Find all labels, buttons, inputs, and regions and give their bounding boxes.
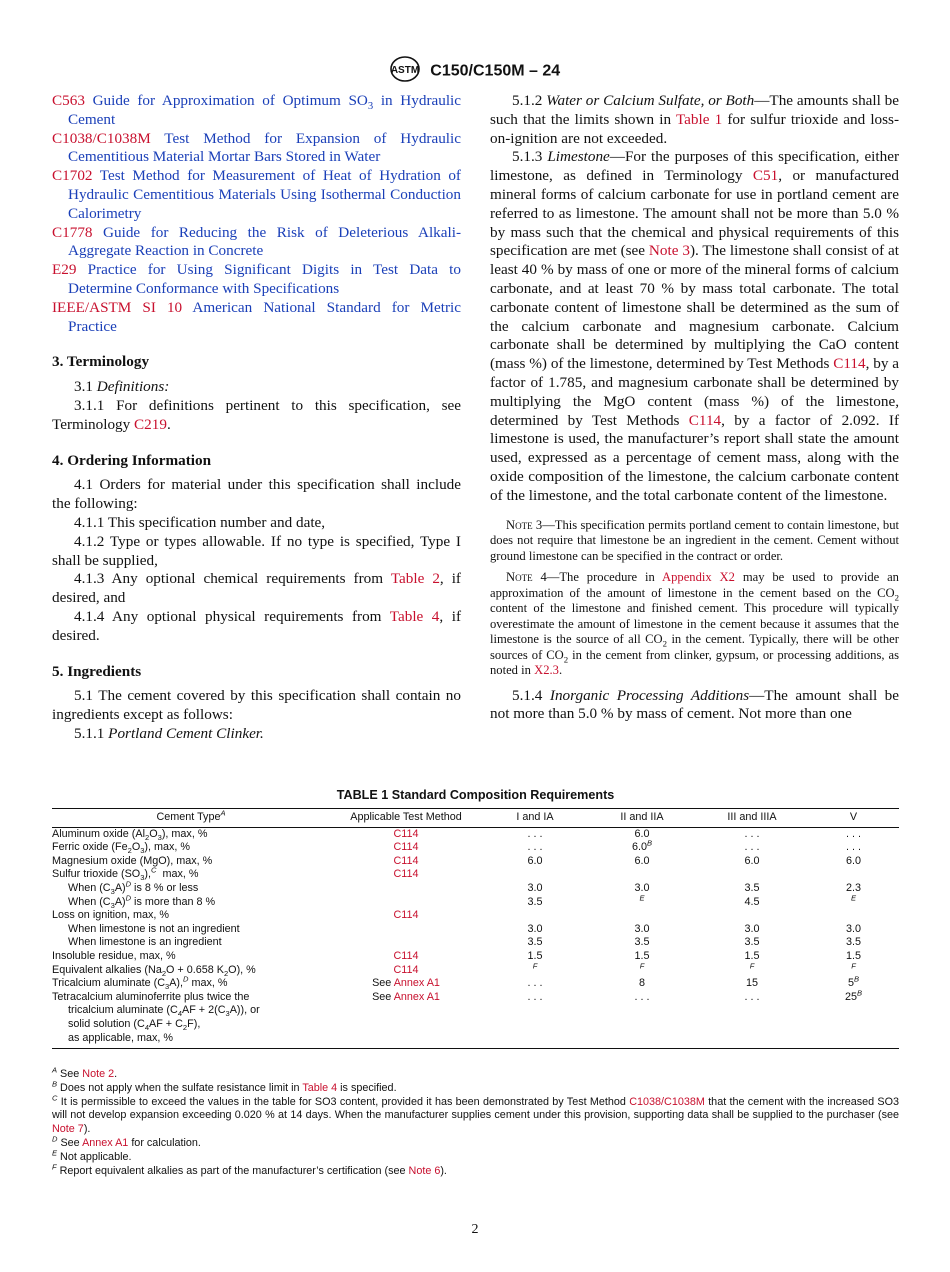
ref-link[interactable]: Note 3 [648, 242, 690, 260]
paragraph: 4.1.1 This specification number and date, [74, 513, 326, 531]
ref-link[interactable]: C114 [393, 854, 419, 867]
astm-logo-icon [390, 56, 420, 87]
column-header: V [808, 809, 899, 828]
section-heading-terminology: 3. Terminology [52, 353, 150, 371]
ref-link[interactable]: E29 [52, 261, 77, 279]
column-header: II and IIA [588, 809, 696, 828]
ref-c563: C563 Guide for Approximation of Optimum $SO_3$ in Hydraulic Cement [52, 92, 462, 128]
table-row: Aluminum oxide $(Al_2O_3)$, max, % C114 . . . 6.0 . . . . . . [52, 827, 861, 842]
column-header: I and IA [482, 809, 588, 828]
paragraph: 5.1 The cement covered by this specification shall contain no ingredients except as follows: [52, 687, 461, 724]
footnote: $^B$ Does not apply when the sulfate resistance limit in Table 4 is specified. [52, 1079, 397, 1094]
table-row: Tetracalcium aluminoferrite plus twice the tricalcium aluminate $(C_4AF + 2(C_3A))$, or solid solution $(C_4AF + C_2F)$, as applicable, max, % See Annex A1 . . . . . . . . . $25^B$ [52, 991, 899, 1049]
section-heading-ordering: 4. Ordering Information [52, 451, 212, 469]
table-footnotes [52, 1065, 900, 1178]
table-row: Magnesium oxide (MgO), max, % C114 6.0 6.0 6.0 6.0 [52, 854, 861, 867]
ref-link[interactable]: C1778 [52, 223, 93, 241]
ref-link[interactable]: C114 [393, 963, 419, 976]
page-number: 2 [471, 1222, 479, 1237]
document-designation: C150/C150M – 24 [430, 62, 561, 80]
footnote: $^F$ Report equivalent alkalies as part of the manufacturer’s certification (see Note 6). [52, 1161, 447, 1177]
table-row: When $(C_3A)^D$ is more than 8 % 3.5 $^E$ 4.5 $^E$ [68, 892, 857, 910]
ref-c1038: C1038/C1038M Test Method for Expansion of Hydraulic Cementitious Material Mortar Bars Stored in Water [52, 129, 461, 166]
footnote: $^A$ See Note 2. [52, 1065, 118, 1080]
table-row: Sulfur trioxide $(SO_3),^C$ max, % C114 [52, 865, 419, 883]
ref-link[interactable]: Annex A1 [393, 990, 440, 1003]
table-row: Ferric oxide $(Fe_2O_3)$, max, % C114 . . . $6.0^B$ . . . . . . [52, 838, 861, 856]
table-title: TABLE 1 Standard Composition Requirements [336, 788, 615, 802]
table-row: Equivalent alkalies ($Na_2O + 0.658$ $K_2O$), % C114 $^F$ $^F$ $^F$ $^F$ [52, 960, 856, 978]
table-row: When $(C_3A)^D$ is 8 % or less 3.0 3.0 3.5 2.3 [68, 879, 861, 897]
note-4: Note 4—The procedure in Appendix X2 may be used to provide an approximation of the amount of limestone in the cement based on the $CO_2$ content of the limestone and finished cement. This procedure will typically overestimate the amount of limestone in the cement because it assumes that the limestone is the source of all $CO_2$ in the cement. Typically, there will be other sources of $CO_2$ in the cement from clinker, gypsum, or processing additions, as noted in X2.3. [490, 570, 899, 678]
ref-link[interactable]: C114 [393, 841, 419, 854]
ref-link[interactable]: C1702 [52, 167, 93, 185]
ref-link[interactable]: Table 4 [389, 607, 440, 625]
ref-link[interactable]: Note 2 [82, 1068, 115, 1080]
ref-link[interactable]: Table 4 [302, 1081, 338, 1094]
ref-e29: E29 Practice for Using Significant Digits in Test Data to Determine Conformance with Specifications [52, 261, 461, 297]
paragraph: 5.1.4 Inorganic Processing Additions—The amount shall be not more than 5.0 % by mass of cement. Not more than one [490, 686, 899, 723]
ref-si10: IEEE/ASTM SI 10 American National Standard for Metric Practice [52, 298, 461, 335]
ref-link[interactable]: IEEE/ASTM SI 10 [52, 298, 183, 316]
paragraph: 3.1.1 For definitions pertinent to this specification, see Terminology C219. [52, 396, 461, 433]
column-header: Cement Type$^A$ [52, 809, 330, 828]
ref-link[interactable]: Note 7 [52, 1123, 84, 1136]
left-column [52, 92, 461, 744]
paragraph: 3.1 Definitions: [74, 378, 170, 396]
section-heading-ingredients: 5. Ingredients [52, 662, 142, 680]
ref-link[interactable]: C114 [833, 355, 866, 373]
ref-link[interactable]: Appendix X2 [662, 570, 735, 585]
ref-link[interactable]: C114 [688, 411, 722, 429]
footnote: $^E$ Not applicable. [52, 1148, 132, 1163]
column-header: Applicable Test Method [330, 809, 482, 828]
ref-link[interactable]: Note 6 [408, 1164, 441, 1177]
ref-link[interactable]: C1038/C1038M [629, 1095, 705, 1108]
paragraph: 5.1.1 Portland Cement Clinker. [74, 724, 264, 742]
table-row: Loss on ignition, max, % C114 [52, 909, 419, 922]
ref-link[interactable]: C114 [393, 827, 419, 840]
ref-link[interactable]: Table 1 [675, 110, 723, 128]
ref-link[interactable]: C114 [393, 868, 419, 881]
footnote: $^D$ See Annex A1 for calculation. [52, 1134, 201, 1149]
note-3: Note 3—This specification permits portland cement to contain limestone, but does not require that limestone be an ingredient in the cement. Cement without ground limestone can be specified in the contract or order. [490, 517, 899, 563]
svg-text:ASTM: ASTM [390, 65, 420, 76]
paragraph: 4.1.4 Any optional physical requirements from Table 4, if desired. [52, 607, 462, 644]
ref-link[interactable]: X2.3 [534, 663, 559, 678]
table-row: When limestone is not an ingredient 3.0 3.0 3.0 3.0 [68, 922, 861, 935]
table-row: Tricalcium aluminate $(C_3A),^D$ max, % See Annex A1 . . . 8 15 $5^B$ [52, 974, 860, 992]
footnote: $^C$ It is permissible to exceed the values in the table for SO3 content, provided it has been demonstrated by Test Method C1038/C1038M that the cement with the increased SO3 will not develop expansion exceeding 0.020 % at 14 days. When the manufacturer supplies cement under this provision, supporting data shall be supplied to the purchaser (see Note 7). [52, 1093, 900, 1136]
table-row: When limestone is an ingredient 3.5 3.5 3.5 3.5 [68, 936, 861, 949]
paragraph: 4.1 Orders for material under this specification shall include the following: [52, 476, 461, 513]
ref-link[interactable]: C1038/C1038M [52, 129, 151, 147]
ref-link[interactable]: C51 [752, 167, 779, 185]
ref-link[interactable]: Annex A1 [82, 1136, 129, 1149]
page-header [0, 56, 950, 87]
ref-link[interactable]: C563 [52, 92, 85, 109]
paragraph: 5.1.3 Limestone—For the purposes of this specification, either limestone, as defined in Terminology C51, or manufactured mineral forms of calcium carbonate for use in portland cement are referred to as limestone. The amount shall not be more than 5.0 % by mass such that the chemical and physical requirements of this specification are met (see Note 3). The limestone shall consist of at least 40 % by mass of one or more of the mineral forms of calcium carbonate, and at least 70 % by mass total carbonate. The total carbonate content of limestone shall be determined as the sum of the calcium carbonate and magnesium carbonate. Calcium carbonate shall be determined by multiplying the CaO content (mass %) of the limestone, determined by Test Methods C114, by a factor of 1.785, and magnesium carbonate shall be determined by multiplying the MgO content (mass %) of the limestone, determined by Test Methods C114, by a factor of 2.092. If limestone is used, the manufacturer’s report shall state the amount used, expressed as a percentage of cement mass, along with the oxide composition of the limestone, the calcium carbonate content of the limestone, and the total carbonate content of the limestone. [490, 148, 900, 504]
composition-table [52, 788, 899, 1049]
ref-c1702: C1702 Test Method for Measurement of Heat of Hydration of Hydraulic Cementitious Materials Using Isothermal Conduction Calorimetry [52, 167, 461, 222]
table-header-row [52, 809, 899, 828]
column-header: III and IIIA [696, 809, 808, 828]
ref-link[interactable]: C219 [134, 415, 167, 433]
paragraph: 4.1.2 Type or types allowable. If no type is specified, Type I shall be supplied, [52, 532, 461, 569]
paragraph: 4.1.3 Any optional chemical requirements from Table 2, if desired, and [52, 570, 461, 607]
right-column [490, 92, 899, 724]
ref-c1778: C1778 Guide for Reducing the Risk of Deleterious Alkali-Aggregate Reaction in Concrete [52, 223, 462, 260]
ref-link[interactable]: Annex A1 [393, 977, 440, 990]
paragraph: 5.1.2 Water or Calcium Sulfate, or Both—The amounts shall be such that the limits shown in Table 1 for sulfur trioxide and loss-on-ignition are not exceeded. [490, 92, 900, 147]
table-row: Insoluble residue, max, % C114 1.5 1.5 1.5 1.5 [52, 949, 861, 962]
ref-link[interactable]: C114 [393, 949, 419, 962]
ref-link[interactable]: C114 [393, 909, 419, 922]
ref-link[interactable]: Table 2 [390, 570, 440, 588]
